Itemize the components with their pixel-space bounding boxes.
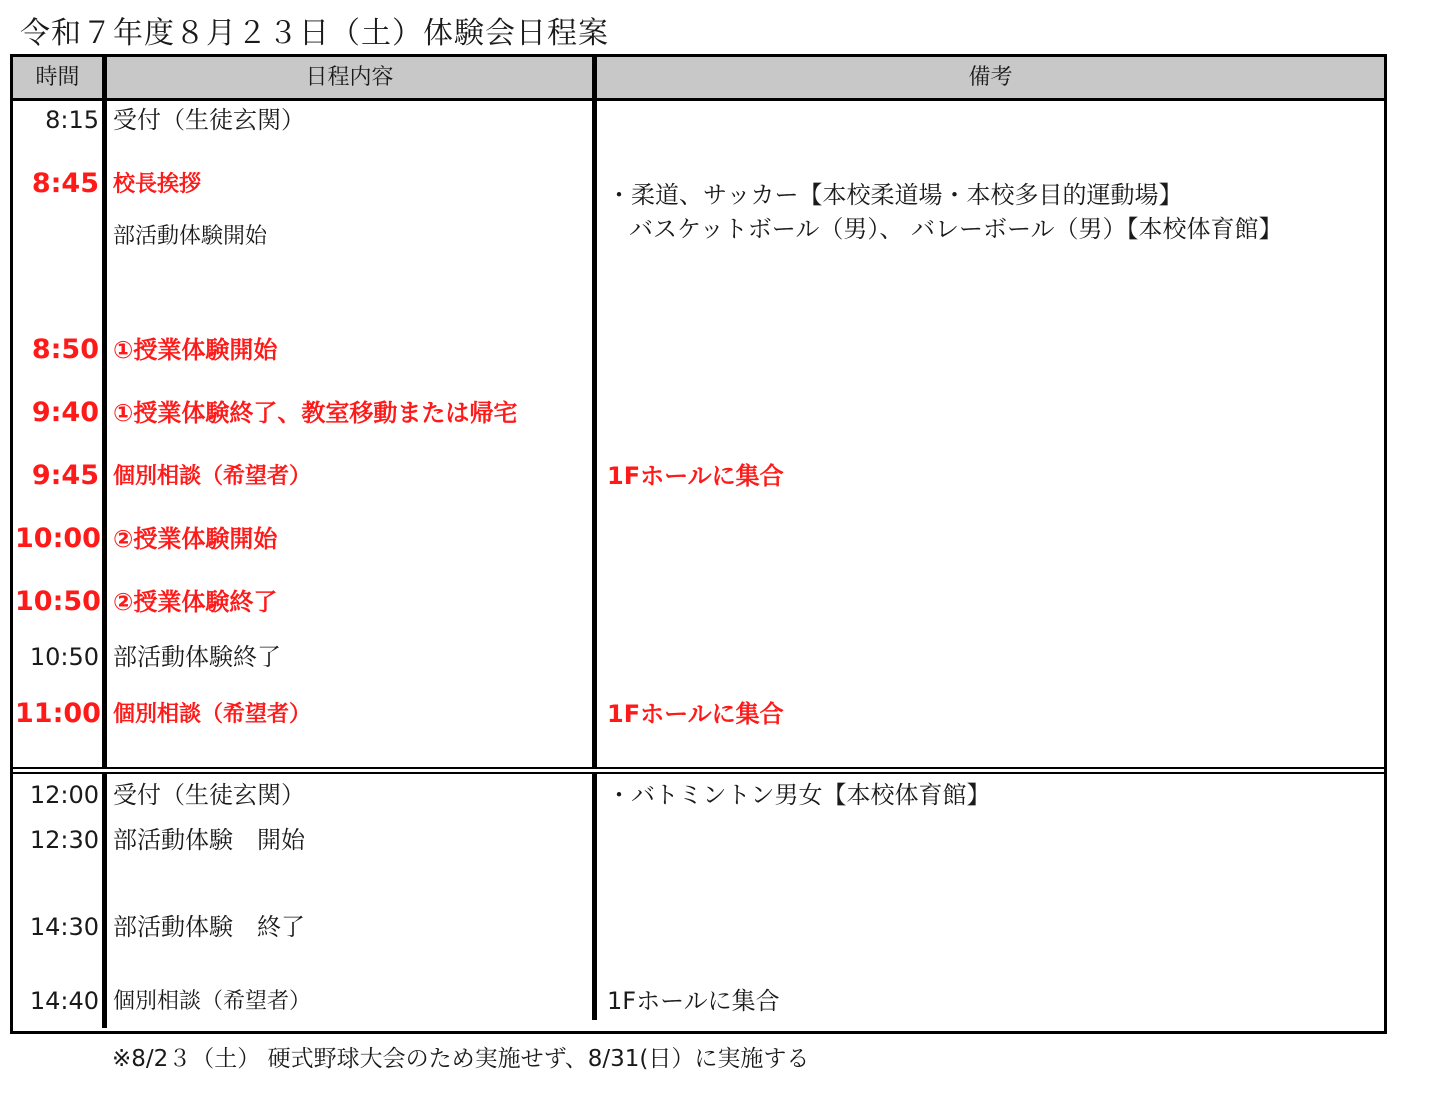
content-cell: 個別相談（希望者） bbox=[113, 464, 312, 489]
content-cell: ②授業体験終了 bbox=[113, 588, 278, 616]
content-cell: 部活動体験終了 bbox=[113, 643, 281, 671]
content-cell: 部活動体験開始 bbox=[113, 224, 268, 249]
content-cell: 個別相談（希望者） bbox=[113, 702, 312, 727]
time-cell: 14:40 bbox=[29, 987, 99, 1015]
header-content: 日程内容 bbox=[305, 65, 394, 90]
time-cell: 8:45 bbox=[31, 168, 99, 199]
column-divider-time bbox=[102, 57, 107, 1028]
remark-clubs-line2: バスケットボール（男）、 バレーボール（男）【本校体育館】 bbox=[629, 215, 1283, 243]
schedule-table bbox=[10, 54, 1387, 1034]
content-cell: 受付（生徒玄関） bbox=[113, 781, 305, 809]
time-cell: 9:40 bbox=[31, 397, 99, 428]
content-cell: ②授業体験開始 bbox=[113, 525, 278, 553]
content-cell: 校長挨拶 bbox=[113, 172, 202, 197]
time-cell: 9:45 bbox=[31, 460, 99, 491]
footnote: ※8/2３（土） 硬式野球大会のため実施せず、8/31(日）に実施する bbox=[112, 1046, 810, 1072]
time-cell: 12:30 bbox=[29, 826, 99, 854]
content-cell: 個別相談（希望者） bbox=[113, 989, 312, 1014]
remark-clubs-line1: ・柔道、サッカー【本校柔道場・本校多目的運動場】 bbox=[607, 181, 1183, 209]
content-cell: ①授業体験開始 bbox=[113, 336, 278, 364]
content-cell: 受付（生徒玄関） bbox=[113, 106, 305, 134]
remark-afternoon-clubs: ・バトミントン男女【本校体育館】 bbox=[607, 781, 991, 809]
time-cell: 10:50 bbox=[15, 586, 101, 617]
content-cell: ①授業体験終了、教室移動または帰宅 bbox=[113, 399, 518, 427]
content-cell: 部活動体験 終了 bbox=[113, 913, 305, 941]
remark-gather: 1Fホールに集合 bbox=[607, 700, 784, 728]
time-cell: 10:50 bbox=[29, 643, 99, 671]
time-cell: 12:00 bbox=[29, 781, 99, 809]
header-time: 時間 bbox=[35, 65, 80, 90]
time-cell: 10:00 bbox=[15, 523, 101, 554]
remark-gather: 1Fホールに集合 bbox=[607, 462, 784, 490]
page-title: 令和７年度８月２３日（土）体験会日程案 bbox=[20, 16, 609, 51]
time-cell: 11:00 bbox=[15, 698, 101, 729]
time-cell: 8:50 bbox=[31, 334, 99, 365]
time-cell: 8:15 bbox=[45, 106, 99, 134]
header-remarks: 備考 bbox=[968, 65, 1013, 90]
remark-gather: 1Fホールに集合 bbox=[607, 987, 780, 1015]
content-cell: 部活動体験 開始 bbox=[113, 826, 305, 854]
time-cell: 14:30 bbox=[29, 913, 99, 941]
column-divider-content bbox=[592, 57, 597, 1020]
section-divider bbox=[13, 767, 1384, 774]
